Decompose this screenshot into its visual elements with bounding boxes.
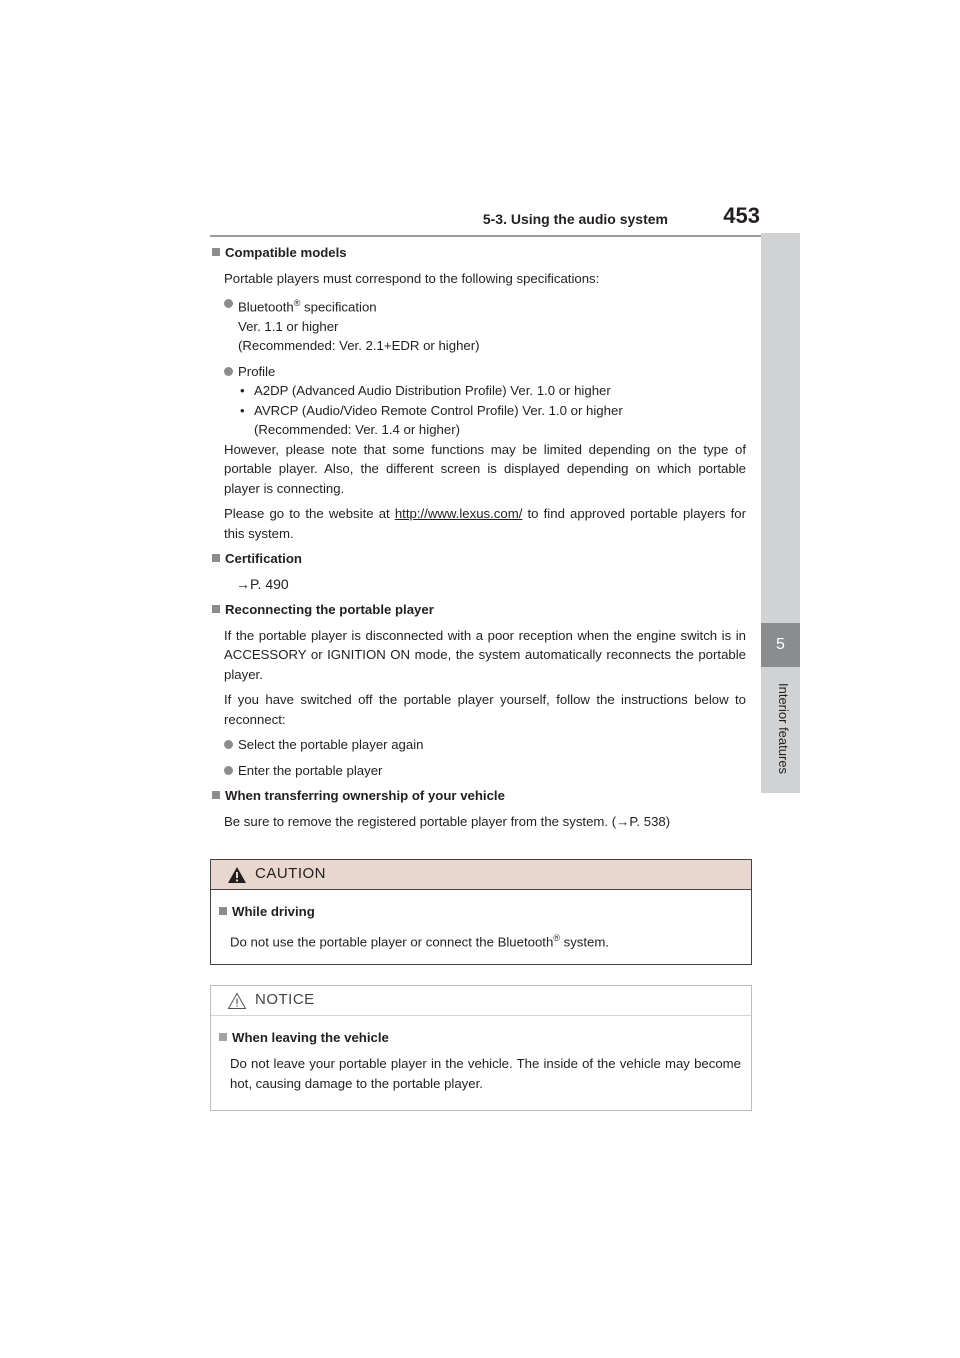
notice-header bbox=[211, 986, 751, 1016]
circle-bullet-icon bbox=[224, 740, 233, 749]
caution-box bbox=[210, 859, 752, 965]
caution-label: CAUTION bbox=[255, 865, 326, 882]
compatible-note: However, please note that some functions may be limited depending on the type of portable player. Also, the different screen is displayed depending on which portable player is connecting. bbox=[224, 441, 746, 496]
section-heading-transfer: When transferring ownership of your vehicle bbox=[212, 786, 746, 806]
chapter-number: 5 bbox=[761, 623, 800, 667]
notice-text: Do not leave your portable player in the vehicle. The inside of the vehicle may become hot, causing damage to the portable player. bbox=[230, 1056, 741, 1091]
list-item-profile: Profile bbox=[224, 362, 746, 382]
square-bullet-icon bbox=[219, 1033, 227, 1041]
certification-page-ref[interactable]: →P. 490 bbox=[236, 575, 289, 592]
circle-bullet-icon bbox=[224, 766, 233, 775]
page-header bbox=[210, 203, 800, 237]
warning-triangle-icon bbox=[227, 866, 247, 884]
square-bullet-icon bbox=[212, 248, 220, 256]
chapter-side-tab bbox=[761, 233, 800, 793]
section-heading-reconnecting: Reconnecting the portable player bbox=[212, 600, 746, 620]
circle-bullet-icon bbox=[224, 367, 233, 376]
square-bullet-icon bbox=[219, 907, 227, 915]
page-number: 453 bbox=[723, 203, 760, 228]
compatible-intro: Portable players must correspond to the following specifications: bbox=[224, 270, 600, 286]
bluetooth-version: Ver. 1.1 or higher bbox=[238, 318, 339, 334]
reconnecting-p2: If you have switched off the portable player yourself, follow the instructions below to reconnect: bbox=[224, 692, 746, 727]
caution-heading: While driving bbox=[219, 902, 741, 922]
square-bullet-icon bbox=[212, 605, 220, 613]
section-heading-certification: Certification bbox=[212, 549, 746, 569]
section-title: 5-3. Using the audio system bbox=[482, 211, 668, 227]
caution-header bbox=[211, 860, 751, 890]
transfer-text: Be sure to remove the registered portable player from the system. (→P. 538) bbox=[224, 813, 671, 829]
section-heading-compatible: Compatible models bbox=[212, 243, 746, 263]
list-item-enter-player: Enter the portable player bbox=[224, 761, 746, 781]
notice-heading: When leaving the vehicle bbox=[219, 1028, 741, 1048]
list-item-select-again: Select the portable player again bbox=[224, 735, 746, 755]
bluetooth-recommended: (Recommended: Ver. 2.1+EDR or higher) bbox=[238, 338, 480, 354]
reconnecting-p1: If the portable player is disconnected with a poor reception when the engine switch is in ACCESSORY or IGNITION ON mode, the system automatically reconnects the portable player. bbox=[224, 627, 746, 682]
caution-text: Do not use the portable player or connect the Bluetooth® system. bbox=[230, 933, 610, 950]
square-bullet-icon bbox=[212, 554, 220, 562]
circle-bullet-icon bbox=[224, 299, 233, 308]
profile-avrcp-recommended: (Recommended: Ver. 1.4 or higher) bbox=[254, 422, 460, 438]
lexus-website-link[interactable]: http://www.lexus.com/ bbox=[394, 506, 523, 522]
chapter-label: Interior features bbox=[776, 683, 791, 775]
website-paragraph: Please go to the website at http://www.lexus.com/ to find approved portable players for this system. bbox=[224, 506, 746, 541]
list-item-bluetooth: Bluetooth® specification Ver. 1.1 or higher (Recommended: Ver. 2.1+EDR or higher) bbox=[224, 294, 746, 356]
notice-label: NOTICE bbox=[255, 991, 315, 1008]
profile-avrcp: • AVRCP (Audio/Video Remote Control Profile) Ver. 1.0 or higher bbox=[240, 401, 746, 421]
profile-a2dp: • A2DP (Advanced Audio Distribution Profile) Ver. 1.0 or higher bbox=[240, 381, 746, 401]
square-bullet-icon bbox=[212, 791, 220, 799]
notice-box bbox=[210, 985, 752, 1111]
main-content bbox=[212, 243, 746, 831]
warning-outline-icon bbox=[227, 992, 247, 1010]
